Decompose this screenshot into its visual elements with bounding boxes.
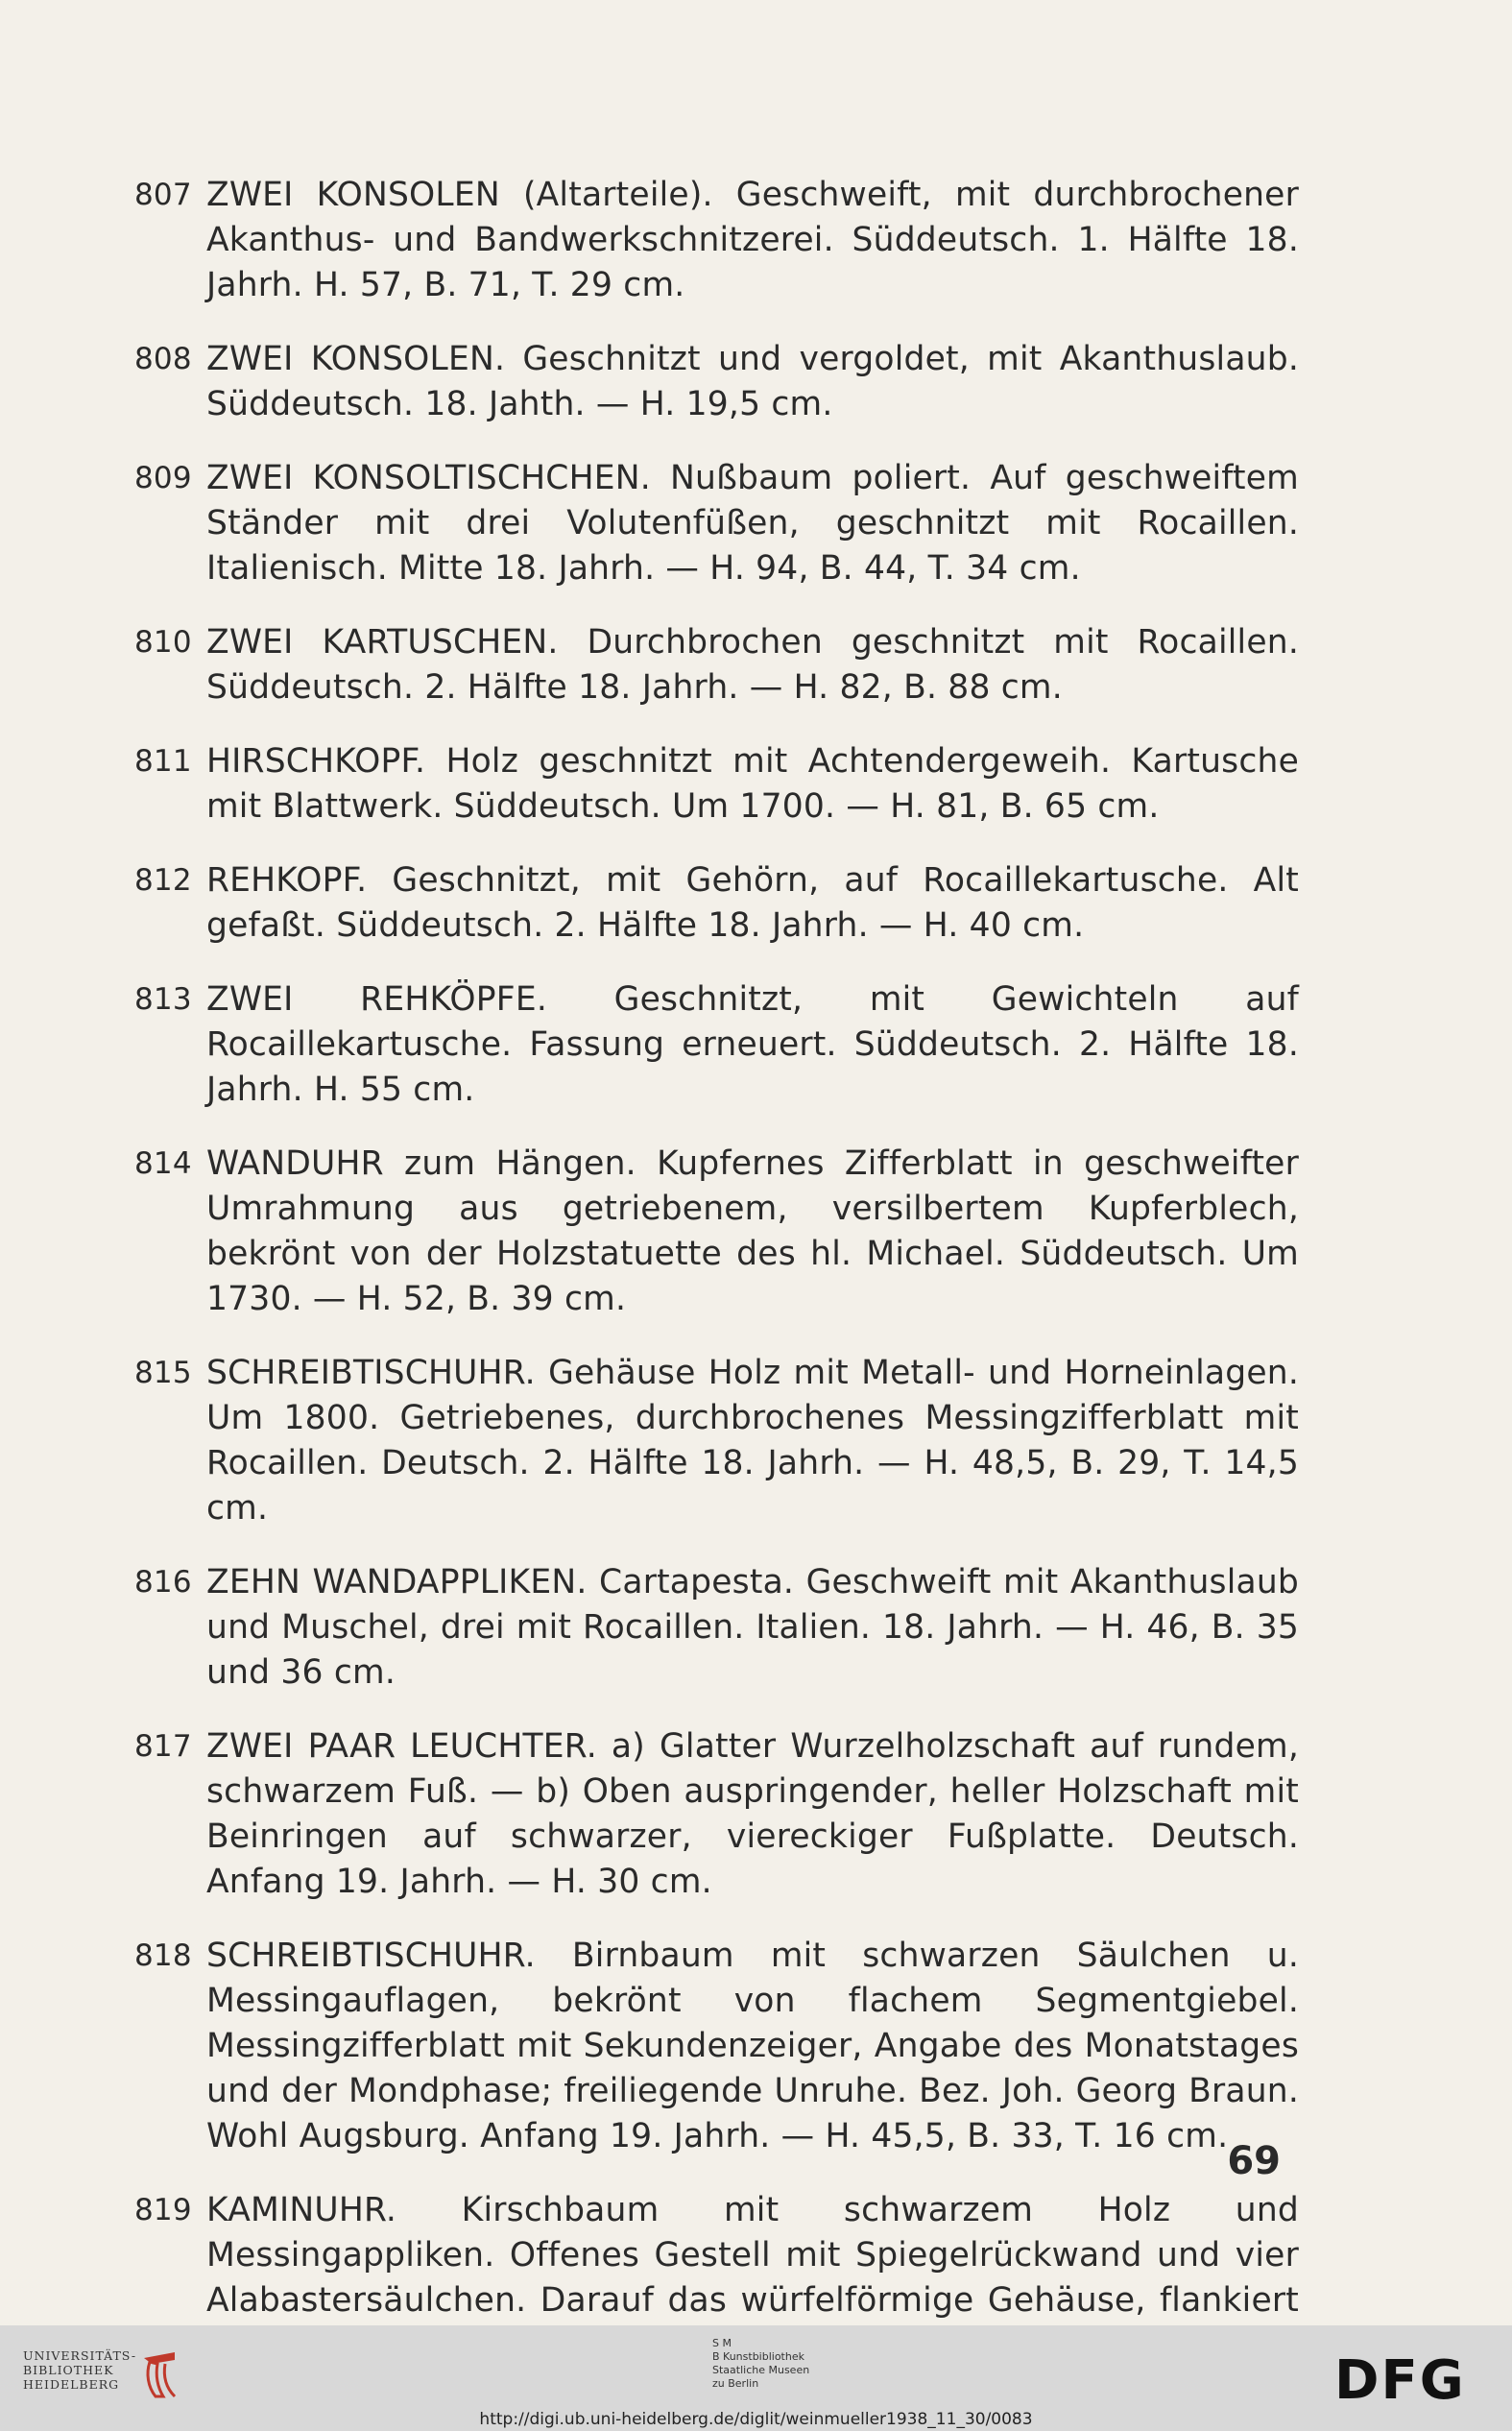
catalog-entry [0, 1724, 1512, 1905]
entry-number: 812 [134, 863, 192, 898]
entry-text: ZWEI KARTUSCHEN. Durchbrochen geschnitzt mit Rocaillen. Süddeutsch. 2. Hälfte 18. Jahrh. — H. 82, B. 88 cm. [206, 623, 1299, 707]
catalog-entry [0, 977, 1512, 1113]
entry-number: 817 [134, 1729, 192, 1764]
entry-number: 808 [134, 342, 192, 376]
smb-line: zu Berlin [712, 2377, 759, 2390]
catalog-entry [0, 173, 1512, 308]
entry-text: ZEHN WANDAPPLIKEN. Cartapesta. Geschweift mit Akanthuslaub und Muschel, drei mit Rocaillen. Italien. 18. Jahrh. — H. 46, B. 35 und 36 cm. [206, 1563, 1299, 1692]
entry-text: ZWEI KONSOLEN. Geschnitzt und vergoldet, mit Akanthuslaub. Süddeutsch. 18. Jahth. — H. 19,5 cm. [206, 340, 1299, 423]
catalog-entry [0, 620, 1512, 710]
catalog-entries [0, 173, 1512, 2397]
entry-number: 815 [134, 1356, 192, 1390]
university-line: HEIDELBERG [23, 2377, 120, 2392]
entry-text: ZWEI REHKÖPFE. Geschnitzt, mit Gewichteln auf Rocaillekartusche. Fassung erneuert. Süddeutsch. 2. Hälfte 18. Jahrh. H. 55 cm. [206, 980, 1299, 1109]
entry-text: HIRSCHKOPF. Holz geschnitzt mit Achtendergeweih. Kartusche mit Blattwerk. Süddeutsch. Um 1700. — H. 81, B. 65 cm. [206, 742, 1299, 826]
catalog-entry [0, 337, 1512, 427]
catalog-entry [0, 739, 1512, 830]
entry-text: REHKOPF. Geschnitzt, mit Gehörn, auf Rocaillekartusche. Alt gefaßt. Süddeutsch. 2. Hälfte 18. Jahrh. — H. 40 cm. [206, 861, 1299, 945]
viewer-footer [0, 2325, 1512, 2431]
entry-text: ZWEI PAAR LEUCHTER. a) Glatter Wurzelholzschaft auf rundem, schwarzem Fuß. — b) Oben auspringender, heller Holzschaft mit Beinringen auf schwarzer, viereckiger Fußplatte. Deutsch. Anfang 19. Jahrh. — H. 30 cm. [206, 1727, 1299, 1901]
dfg-logo[interactable]: DFG [1334, 2349, 1466, 2412]
university-emblem-icon [136, 2350, 194, 2400]
entry-text: SCHREIBTISCHUHR. Gehäuse Holz mit Metall- und Horneinlagen. Um 1800. Getriebenes, durchbrochenes Messingzifferblatt mit Rocaillen. Deutsch. 2. Hälfte 18. Jahrh. — H. 48,5, B. 29, T. 14,5 cm. [206, 1354, 1299, 1528]
entry-number: 807 [134, 178, 192, 212]
entry-number: 816 [134, 1565, 192, 1600]
smb-line: B Kunstbibliothek [712, 2350, 804, 2363]
catalog-entry [0, 1351, 1512, 1531]
university-line: BIBLIOTHEK [23, 2363, 114, 2377]
entry-number: 809 [134, 461, 192, 495]
catalog-entry [0, 1142, 1512, 1322]
catalog-entry [0, 456, 1512, 591]
university-line: UNIVERSITÄTS- [23, 2348, 137, 2363]
smb-line: Staatliche Museen [712, 2364, 810, 2376]
entry-number: 811 [134, 744, 192, 779]
entry-text: ZWEI KONSOLTISCHCHEN. Nußbaum poliert. Auf geschweiftem Ständer mit drei Volutenfüßen, geschnitzt mit Rocaillen. Italienisch. Mitte 18. Jahrh. — H. 94, B. 44, T. 34 cm. [206, 459, 1299, 588]
smb-kunstbibliothek-logo[interactable] [712, 2337, 856, 2391]
entry-text: WANDUHR zum Hängen. Kupfernes Zifferblatt in geschweifter Umrahmung aus getriebenem, versilbertem Kupferblech, bekrönt von der Holzstatuette des hl. Michael. Süddeutsch. Um 1730. — H. 52, B. 39 cm. [206, 1144, 1299, 1318]
page-number: 69 [1227, 2139, 1281, 2183]
entry-text: SCHREIBTISCHUHR. Birnbaum mit schwarzen Säulchen u. Messingauflagen, bekrönt von flachem Segmentgiebel. Messingzifferblatt mit Sekundenzeiger, Angabe des Monatstages und der Mondphase; freiliegende Unruhe. Bez. Joh. Georg Braun. Wohl Augsburg. Anfang 19. Jahrh. — H. 45,5, B. 33, T. 16 cm. [206, 1937, 1299, 2155]
catalog-entry [0, 1934, 1512, 2159]
university-library-logo[interactable] [23, 2348, 225, 2406]
entry-text: ZWEI KONSOLEN (Altarteile). Geschweift, mit durchbrochener Akanthus- und Bandwerkschnitzerei. Süddeutsch. 1. Hälfte 18. Jahrh. H. 57, B. 71, T. 29 cm. [206, 176, 1299, 304]
entry-number: 814 [134, 1146, 192, 1181]
smb-line: S M [712, 2337, 732, 2349]
university-library-name [23, 2348, 225, 2392]
entry-number: 818 [134, 1938, 192, 1973]
entry-text: KAMINUHR. Kirschbaum mit schwarzem Holz und Messingappliken. Offenes Gestell mit Spiegelrückwand und vier Alabastersäulchen. Darauf das würfelförmige Gehäuse, flankiert [206, 2191, 1299, 2320]
entry-number: 819 [134, 2193, 192, 2227]
catalog-entry [0, 1560, 1512, 1696]
source-url-link[interactable]: http://digi.ub.uni-heidelberg.de/diglit/weinmueller1938_11_30/0083 [479, 2410, 1033, 2429]
entry-number: 813 [134, 982, 192, 1017]
entry-number: 810 [134, 625, 192, 660]
catalog-entry [0, 858, 1512, 949]
